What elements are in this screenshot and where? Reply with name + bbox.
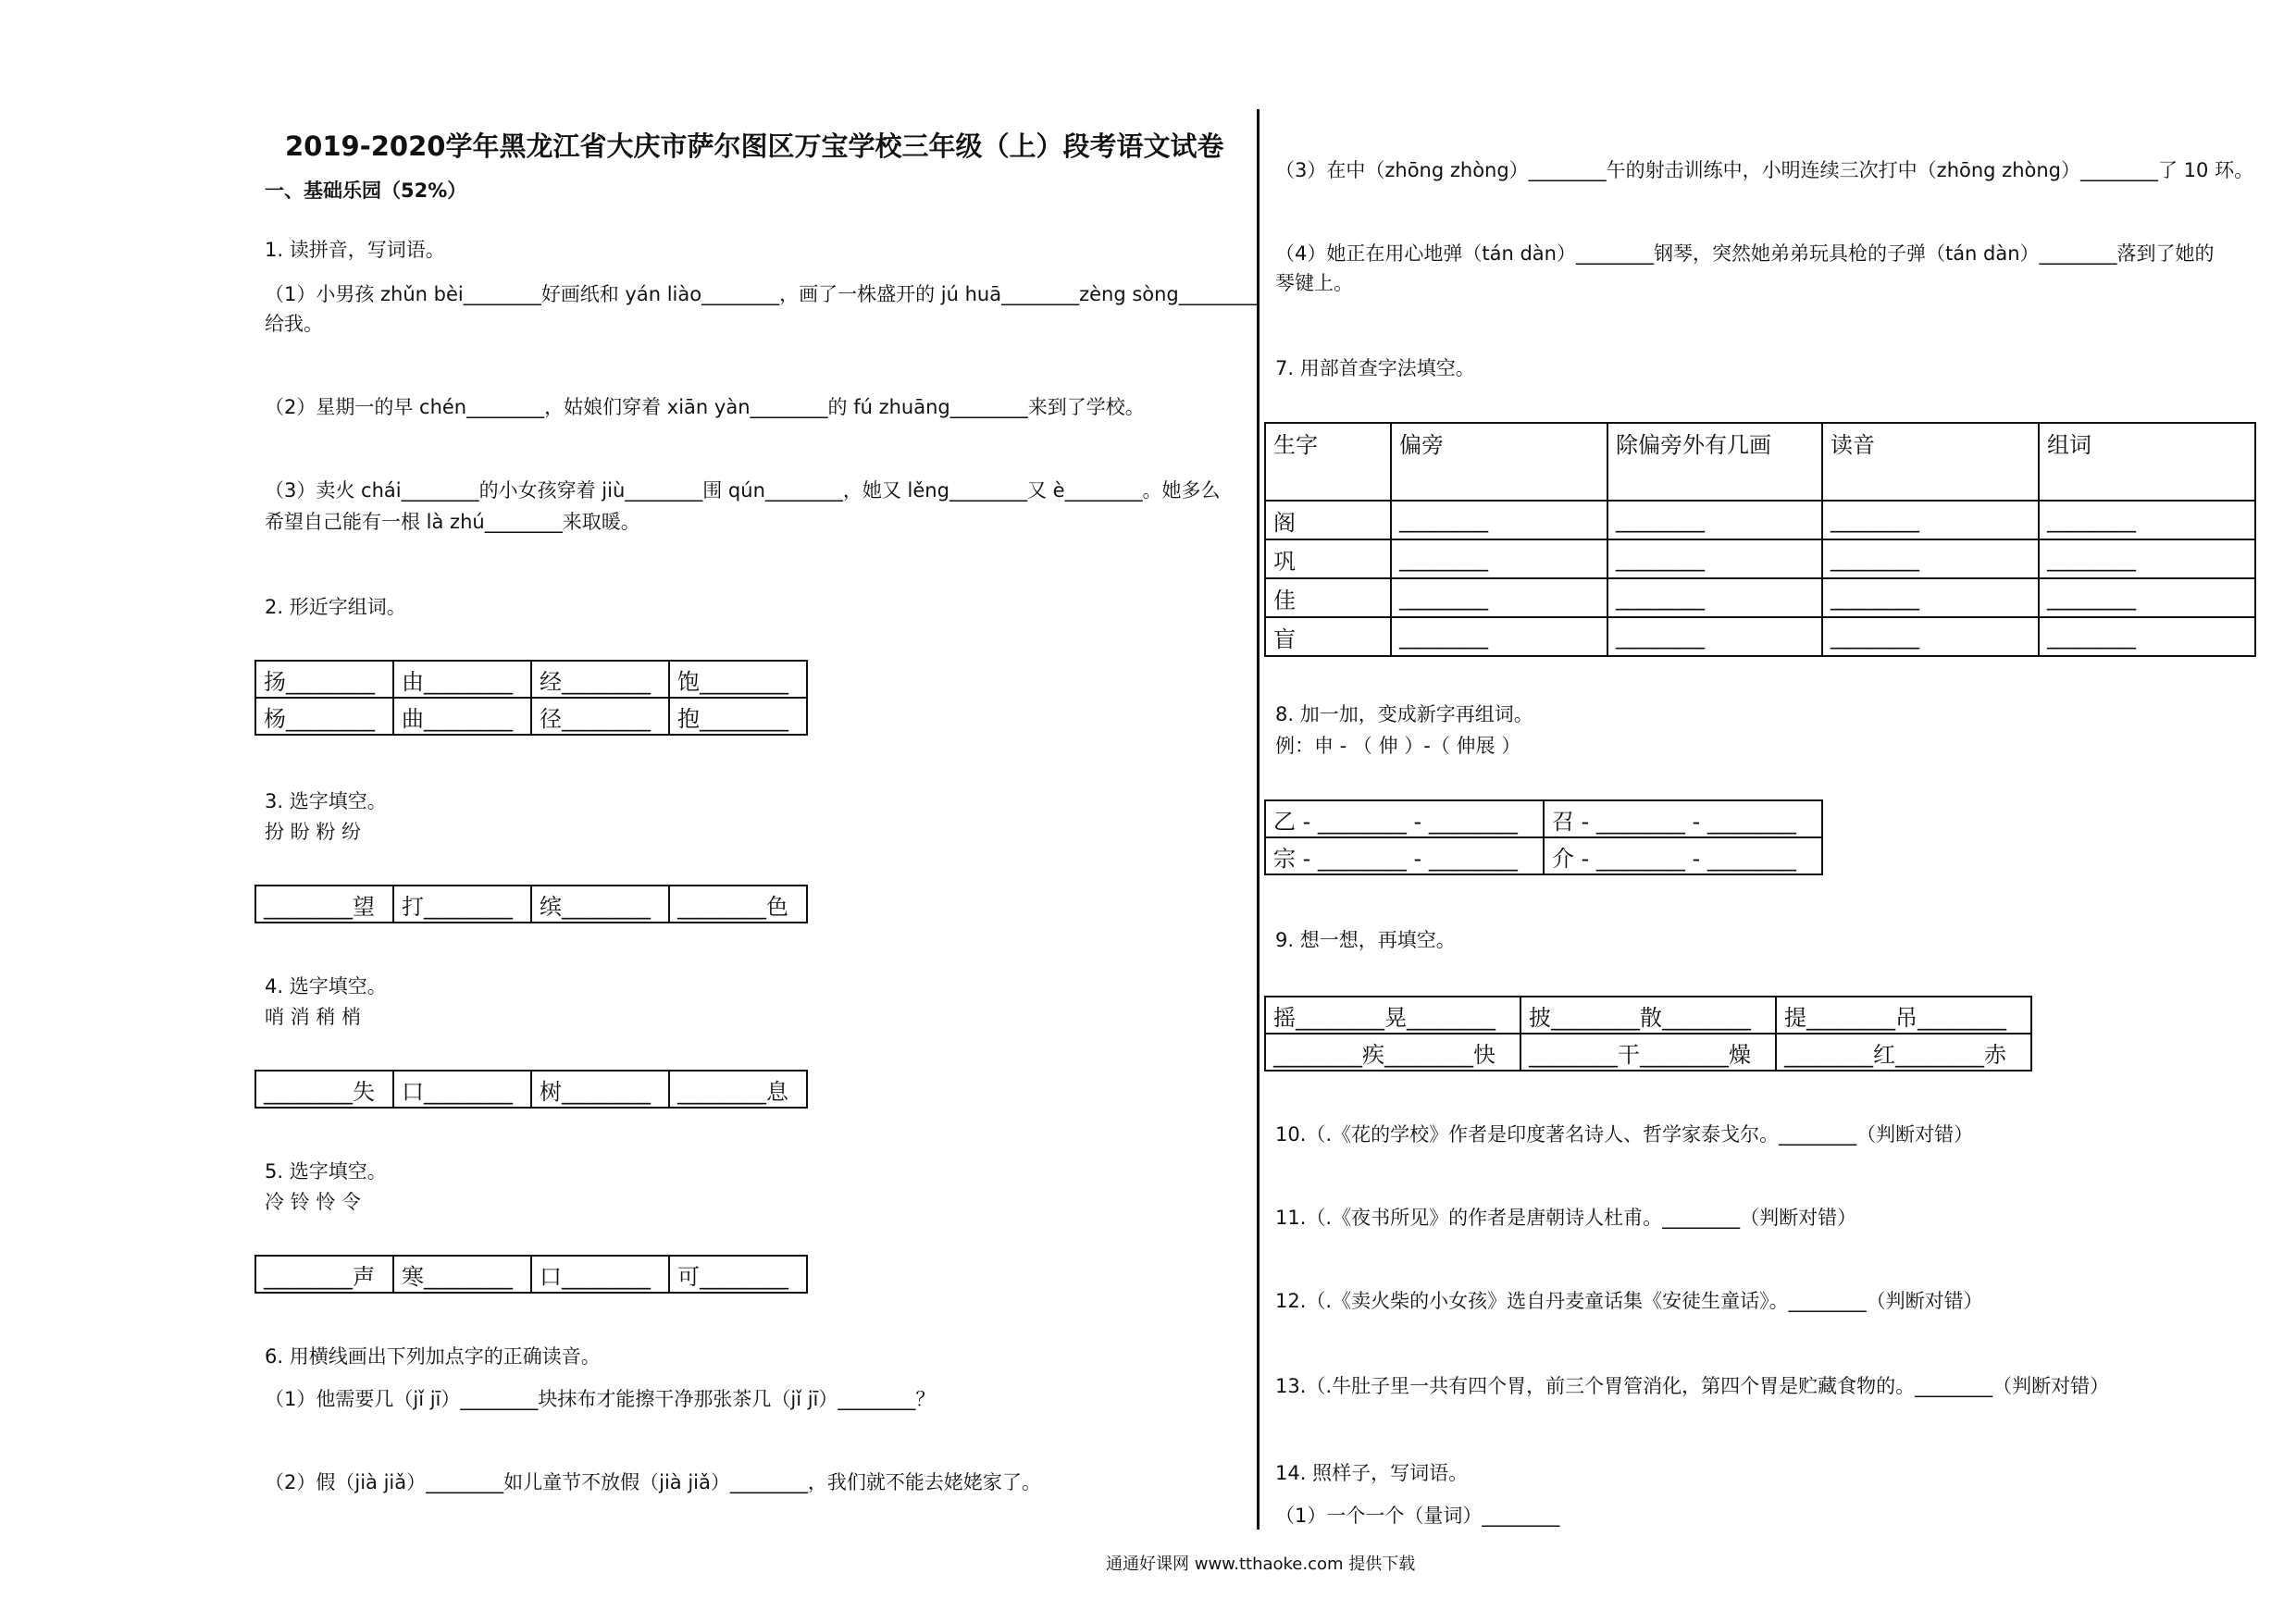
- q8-title: 8. 加一加，变成新字再组词。: [1275, 703, 1533, 725]
- q1-part3-line1: （3）卖火 chái________的小女孩穿着 jiù________围 qún________，她又 lěng________又 è________。她多么: [265, 479, 1221, 502]
- q7-blank[interactable]: ________: [1822, 539, 2039, 578]
- table-row: [1265, 837, 1822, 874]
- q7-char: 盲: [1265, 617, 1391, 656]
- q7-table: [1264, 422, 2256, 657]
- q8-table: [1264, 799, 1823, 875]
- q9-cell[interactable]: ________干________燥: [1520, 1034, 1776, 1071]
- q7-char: 巩: [1265, 539, 1391, 578]
- q7-blank[interactable]: ________: [2039, 539, 2255, 578]
- q7-blank[interactable]: ________: [1607, 539, 1822, 578]
- q7-header: 除偏旁外有几画: [1607, 423, 1822, 501]
- q10-text: 10.（.《花的学校》作者是印度著名诗人、哲学家泰戈尔。________（判断对错）: [1275, 1123, 1974, 1146]
- q2-cell[interactable]: 经________: [531, 661, 669, 698]
- table-row: [255, 661, 807, 698]
- q2-cell[interactable]: 曲________: [393, 698, 531, 735]
- q4-cell[interactable]: 树________: [531, 1071, 669, 1108]
- q4-table: [254, 1070, 808, 1109]
- table-row: [1265, 997, 2031, 1034]
- q5-cell[interactable]: 可________: [669, 1256, 807, 1293]
- section-heading: 一、基础乐园（52%）: [265, 180, 467, 202]
- q6-part1: （1）他需要几（jǐ jī）________块抹布才能擦干净那张茶几（jǐ jī）________？: [265, 1388, 936, 1410]
- q7-blank[interactable]: ________: [1822, 617, 2039, 656]
- table-row: [255, 886, 807, 923]
- q7-blank[interactable]: ________: [2039, 578, 2255, 617]
- q6-title: 6. 用横线画出下列加点字的正确读音。: [265, 1345, 601, 1368]
- q8-cell[interactable]: 召 - ________ - ________: [1544, 800, 1822, 837]
- table-header-row: [1265, 423, 2255, 501]
- q12-text: 12.（.《卖火柴的小女孩》选自丹麦童话集《安徒生童话》。________（判断对错）: [1275, 1290, 1983, 1312]
- page-title: 2019-2020学年黑龙江省大庆市萨尔图区万宝学校三年级（上）段考语文试卷: [285, 130, 1224, 162]
- q7-char: 阁: [1265, 501, 1391, 539]
- table-row: [1265, 1034, 2031, 1071]
- table-row: [255, 698, 807, 735]
- q1-title: 1. 读拼音，写词语。: [265, 239, 445, 261]
- q8-cell[interactable]: 介 - ________ - ________: [1544, 837, 1822, 874]
- q6-part4-line2: 琴键上。: [1275, 272, 1353, 294]
- q7-blank[interactable]: ________: [2039, 501, 2255, 539]
- q14-part1: （1）一个一个（量词）________: [1275, 1505, 1560, 1527]
- q5-cell[interactable]: 口________: [531, 1256, 669, 1293]
- table-row: [255, 1256, 807, 1293]
- q7-header: 生字: [1265, 423, 1391, 501]
- q7-blank[interactable]: ________: [1391, 501, 1607, 539]
- q4-chars: 哨 消 稍 梢: [265, 1006, 362, 1028]
- q4-title: 4. 选字填空。: [265, 975, 387, 997]
- q8-cell[interactable]: 宗 - ________ - ________: [1265, 837, 1544, 874]
- q6-part4-line1: （4）她正在用心地弹（tán dàn）________钢琴，突然她弟弟玩具枪的子弹（tán dàn）________落到了她的: [1275, 242, 2215, 265]
- q3-cell[interactable]: ________望: [255, 886, 393, 923]
- q3-cell[interactable]: 缤________: [531, 886, 669, 923]
- table-row: [1265, 539, 2255, 578]
- q14-title: 14. 照样子，写词语。: [1275, 1462, 1469, 1484]
- table-row: [1265, 501, 2255, 539]
- q4-cell[interactable]: ________失: [255, 1071, 393, 1108]
- q2-cell[interactable]: 径________: [531, 698, 669, 735]
- q7-header: 组词: [2039, 423, 2255, 501]
- q6-part2: （2）假（jià jiǎ）________如儿童节不放假（jià jiǎ）________，我们就不能去姥姥家了。: [265, 1471, 1041, 1493]
- q2-cell[interactable]: 抱________: [669, 698, 807, 735]
- q3-chars: 扮 盼 粉 纷: [265, 821, 362, 843]
- q8-example: 例：申 - （ 伸 ）-（ 伸展 ）: [1275, 735, 1521, 757]
- q1-part1-line2: 给我。: [265, 313, 323, 335]
- q7-title: 7. 用部首查字法填空。: [1275, 357, 1475, 379]
- q9-cell[interactable]: 提________吊________: [1776, 997, 2031, 1034]
- q9-cell[interactable]: 披________散________: [1520, 997, 1776, 1034]
- q7-blank[interactable]: ________: [1822, 501, 2039, 539]
- q7-blank[interactable]: ________: [1607, 578, 1822, 617]
- q7-header: 偏旁: [1391, 423, 1607, 501]
- q5-chars: 冷 铃 怜 令: [265, 1191, 362, 1213]
- table-row: [1265, 578, 2255, 617]
- q7-header: 读音: [1822, 423, 2039, 501]
- q2-cell[interactable]: 扬________: [255, 661, 393, 698]
- q9-cell[interactable]: ________红________赤: [1776, 1034, 2031, 1071]
- q3-title: 3. 选字填空。: [265, 790, 387, 812]
- q7-blank[interactable]: ________: [1822, 578, 2039, 617]
- q2-table: [254, 660, 808, 736]
- table-row: [255, 1071, 807, 1108]
- q3-cell[interactable]: 打________: [393, 886, 531, 923]
- q7-blank[interactable]: ________: [1391, 617, 1607, 656]
- q5-title: 5. 选字填空。: [265, 1160, 387, 1183]
- q5-cell[interactable]: ________声: [255, 1256, 393, 1293]
- q13-text: 13.（.牛肚子里一共有四个胃，前三个胃管消化，第四个胃是贮藏食物的。________（判断对错）: [1275, 1375, 2110, 1397]
- q6-part3: （3）在中（zhōng zhòng）________午的射击训练中，小明连续三次打中（zhōng zhòng）________了 10 环。: [1275, 159, 2254, 181]
- q1-part3-line2: 希望自己能有一根 là zhú________来取暖。: [265, 511, 640, 533]
- q2-cell[interactable]: 由________: [393, 661, 531, 698]
- q3-table: [254, 885, 808, 923]
- q7-char: 佳: [1265, 578, 1391, 617]
- q7-blank[interactable]: ________: [2039, 617, 2255, 656]
- q7-blank[interactable]: ________: [1607, 617, 1822, 656]
- q9-table: [1264, 996, 2032, 1072]
- q7-blank[interactable]: ________: [1607, 501, 1822, 539]
- q1-part1-line1: （1）小男孩 zhǔn bèi________好画纸和 yán liào________，画了一株盛开的 jú huā________zèng sòng________: [265, 283, 1257, 305]
- q5-table: [254, 1255, 808, 1294]
- q9-title: 9. 想一想，再填空。: [1275, 929, 1456, 951]
- q2-cell[interactable]: 杨________: [255, 698, 393, 735]
- table-row: [1265, 617, 2255, 656]
- q1-part2: （2）星期一的早 chén________，姑娘们穿着 xiān yàn________的 fú zhuāng________来到了学校。: [265, 396, 1145, 418]
- q2-title: 2. 形近字组词。: [265, 596, 406, 618]
- q4-cell[interactable]: ________息: [669, 1071, 807, 1108]
- table-row: [1265, 800, 1822, 837]
- q3-cell[interactable]: ________色: [669, 886, 807, 923]
- q8-cell[interactable]: 乙 - ________ - ________: [1265, 800, 1544, 837]
- q2-cell[interactable]: 饱________: [669, 661, 807, 698]
- q9-cell[interactable]: ________疾________快: [1265, 1034, 1520, 1071]
- column-divider: [1257, 109, 1260, 1530]
- q4-cell[interactable]: 口________: [393, 1071, 531, 1108]
- q5-cell[interactable]: 寒________: [393, 1256, 531, 1293]
- page-footer: 通通好课网 www.tthaoke.com 提供下载: [1106, 1555, 1416, 1574]
- q7-blank[interactable]: ________: [1391, 539, 1607, 578]
- q9-cell[interactable]: 摇________晃________: [1265, 997, 1520, 1034]
- q7-blank[interactable]: ________: [1391, 578, 1607, 617]
- q11-text: 11.（.《夜书所见》的作者是唐朝诗人杜甫。________（判断对错）: [1275, 1207, 1857, 1229]
